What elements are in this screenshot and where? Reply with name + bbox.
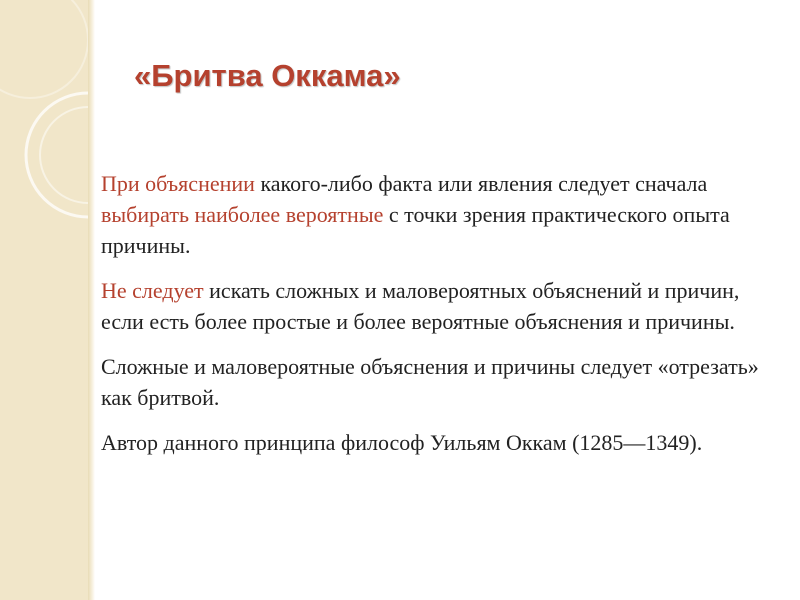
paragraph-3 [101, 351, 766, 413]
paragraph-2 [101, 275, 766, 337]
slide-body [101, 168, 766, 472]
paragraph-4-text-1: Автор данного принципа философ Уильям Оккам (1285—1349). [101, 430, 703, 455]
decorative-side-panel [0, 0, 88, 600]
side-panel-edge [88, 0, 95, 600]
slide-title: «Бритва Оккама» [134, 58, 401, 93]
paragraph-1-highlight-2: выбирать наиболее вероятные [101, 202, 384, 227]
paragraph-4 [101, 427, 766, 458]
paragraph-2-highlight-1: Не следует [101, 278, 204, 303]
paragraph-2-text-1: искать сложных и маловероятных объяснений и причин, если есть более простые и более вероятные объяснения и причины. [101, 278, 740, 334]
paragraph-1-text-2: с точки зрения практического опыта причины. [101, 202, 730, 258]
paragraph-1 [101, 168, 766, 261]
paragraph-1-highlight-1: При объяснении [101, 171, 255, 196]
paragraph-1-text-1: какого-либо факта или явления следует сначала [254, 171, 708, 196]
decorative-circles [0, 0, 88, 600]
paragraph-3-text-1: Сложные и маловероятные объяснения и причины следует «отрезать» как бритвой. [101, 354, 759, 410]
